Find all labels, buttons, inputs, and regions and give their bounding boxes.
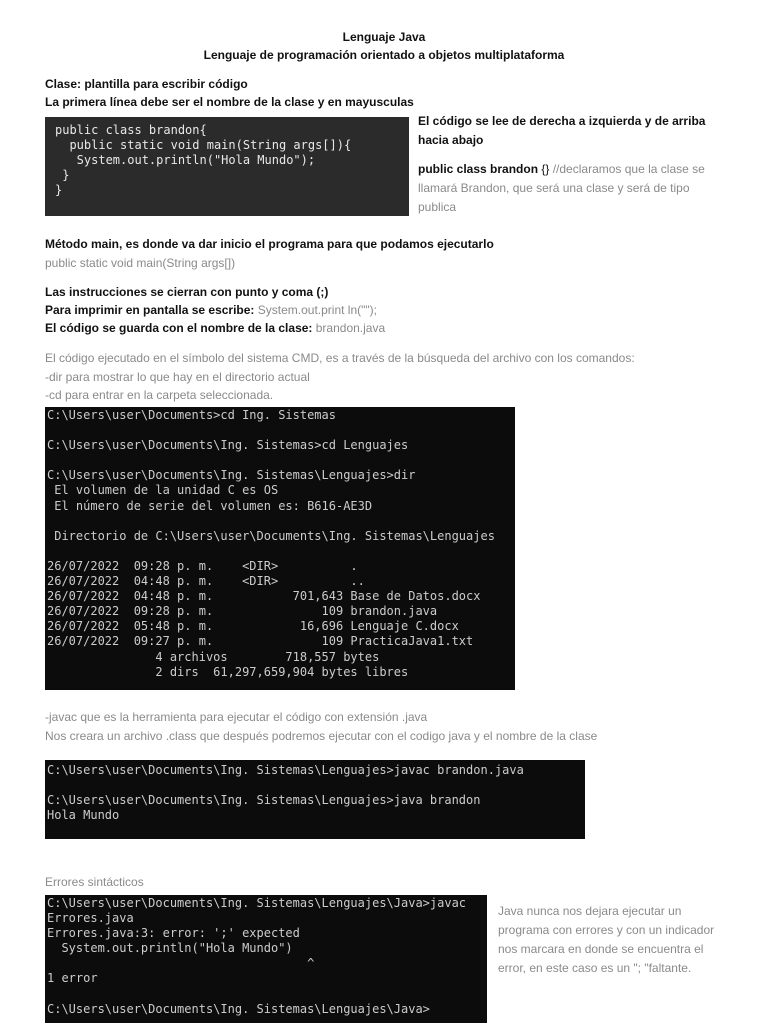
terminal-line: 26/07/2022 09:27 p. m. 109 PracticaJava1.txt (47, 634, 474, 649)
dir-command-note: -dir para mostrar lo que hay en el directorio actual (45, 370, 310, 384)
print-rule (45, 301, 377, 320)
terminal-line: 26/07/2022 09:28 p. m. <DIR> . (47, 558, 358, 573)
terminal-line: 1 error (47, 971, 98, 986)
main-method-title: Método main, es donde va dar inicio el programa para que podamos ejecutarlo (45, 237, 494, 251)
declaration-keyword: public class brandon (418, 162, 539, 176)
javac-note: -javac que es la herramienta para ejecutar el código con extensión .java (45, 710, 428, 724)
filename-rule-value: brandon.java (315, 321, 386, 335)
terminal-line: El volumen de la unidad C es OS (47, 483, 279, 498)
terminal-line (47, 987, 485, 1002)
code-line: } (55, 183, 63, 197)
code-line: System.out.println("Hola Mundo"); (55, 153, 316, 167)
cmd-intro: El código ejecutado en el símbolo del sistema CMD, es a través de la búsqueda del archivo con los comandos: (45, 351, 635, 365)
syntax-errors-title: Errores sintácticos (45, 875, 144, 889)
print-rule-value: System.out.print ln(""); (257, 303, 377, 317)
class-code-block (45, 117, 409, 216)
terminal-line: 26/07/2022 09:28 p. m. 109 brandon.java (47, 604, 438, 619)
filename-rule (45, 319, 385, 338)
code-line: public static void main(String args[]){ (55, 138, 352, 152)
terminal-line: El número de serie del volumen es: B616-AE3D (47, 498, 373, 513)
terminal-line: ^ (47, 956, 315, 971)
terminal-line: Hola Mundo (47, 808, 120, 823)
terminal-line: Directorio de C:\Users\user\Documents\Ing. Sistemas\Lenguajes (47, 528, 495, 543)
terminal-line: C:\Users\user\Documents\Ing. Sistemas\Lenguajes\Java> (47, 1001, 430, 1016)
page-subtitle: Lenguaje de programación orientado a objetos multiplataforma (203, 48, 565, 62)
terminal-line: 26/07/2022 04:48 p. m. 701,643 Base de Datos.docx (47, 589, 481, 604)
terminal-compile-run (45, 760, 585, 839)
code-line: } (55, 168, 70, 182)
terminal-line: C:\Users\user\Documents>cd Ing. Sistemas (47, 408, 336, 422)
terminal-line: C:\Users\user\Documents\Ing. Sistemas\Lenguajes\Java>javac (47, 896, 467, 910)
terminal-line: Errores.java (47, 911, 134, 926)
terminal-line (47, 453, 513, 468)
declaration-braces: {} (538, 162, 553, 176)
terminal-line (47, 514, 513, 529)
terminal-line (47, 778, 583, 793)
terminal-line: 26/07/2022 04:48 p. m. <DIR> .. (47, 574, 365, 589)
declaration-comment: //declaramos que la clase se llamará Brandon, que será una clase y será de tipo publica (418, 162, 705, 214)
terminal-dir-listing (45, 407, 515, 690)
terminal-line: System.out.println("Hola Mundo") (47, 941, 293, 956)
code-line: public class brandon{ (55, 123, 207, 137)
terminal-line: C:\Users\user\Documents\Ing. Sistemas>cd Lenguajes (47, 438, 409, 453)
cd-command-note: -cd para entrar en la carpeta seleccionada. (45, 388, 274, 402)
syntax-error-note: Java nunca nos dejara ejecutar un programa con errores y con un indicador nos marcara en donde se encuentra el error, en este caso es un "; "faltante. (498, 904, 715, 975)
filename-rule-label: El código se guarda con el nombre de la clase: (45, 321, 316, 335)
terminal-syntax-error (45, 895, 487, 1023)
class-definition: Clase: plantilla para escribir código (45, 77, 248, 91)
terminal-line (47, 423, 513, 438)
read-order-note: El código se lee de derecha a izquierda y de arriba hacia abajo (418, 114, 706, 147)
class-declaration-note (418, 160, 718, 217)
terminal-line: 26/07/2022 05:48 p. m. 16,696 Lenguaje C.docx (47, 619, 459, 634)
terminal-line: 2 dirs 61,297,659,904 bytes libres (47, 664, 409, 679)
print-rule-label: Para imprimir en pantalla se escribe: (45, 303, 258, 317)
class-file-note: Nos creara un archivo .class que después podremos ejecutar con el codigo java y el nombre de la clase (45, 729, 598, 743)
terminal-line: 4 archivos 718,557 bytes (47, 649, 380, 664)
terminal-line: C:\Users\user\Documents\Ing. Sistemas\Lenguajes>javac brandon.java (47, 763, 524, 777)
terminal-line: Errores.java:3: error: ';' expected (47, 926, 300, 941)
page-title: Lenguaje Java (342, 30, 426, 44)
main-method-signature: public static void main(String args[]) (45, 256, 236, 270)
terminal-line (47, 544, 513, 559)
terminal-line: C:\Users\user\Documents\Ing. Sistemas\Lenguajes>dir (47, 468, 416, 483)
semicolon-rule: Las instrucciones se cierran con punto y coma (;) (45, 285, 329, 299)
terminal-line: C:\Users\user\Documents\Ing. Sistemas\Lenguajes>java brandon (47, 793, 481, 808)
class-naming-rule: La primera línea debe ser el nombre de la clase y en mayusculas (45, 95, 414, 109)
